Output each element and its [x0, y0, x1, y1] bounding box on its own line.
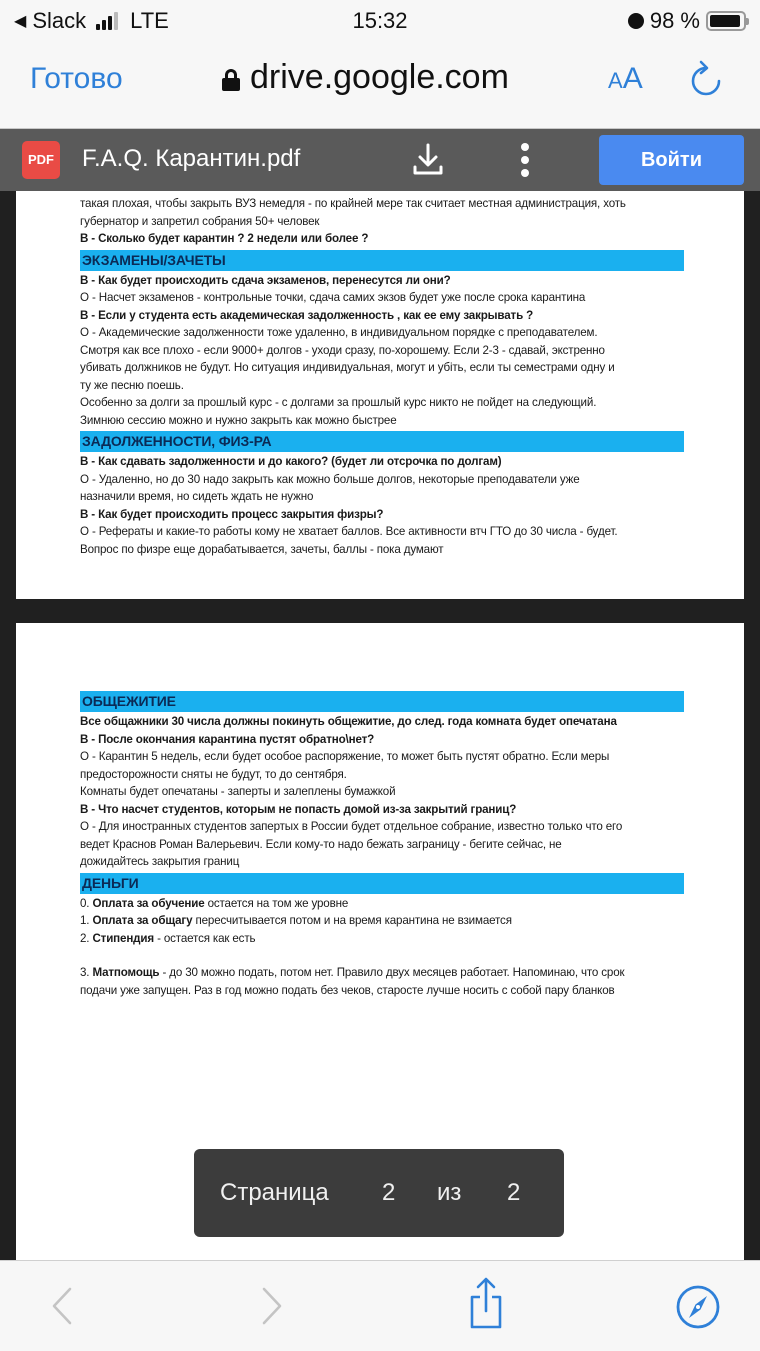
page-indicator-label: Страница — [220, 1179, 329, 1206]
doc-answer: О - Академические задолженности тоже удаленно, в индивидуальном порядке с преподавателем. — [80, 326, 598, 339]
doc-question: В - Если у студента есть академическая задолженность , как ее ему закрывать ? — [80, 308, 534, 322]
item-title: Оплата за обучение — [92, 896, 205, 910]
network-type: LTE — [130, 8, 169, 33]
more-options-button[interactable] — [516, 143, 534, 179]
doc-question: В - Что насчет студентов, которым не попасть домой из-за закрытий границ? — [80, 802, 517, 816]
doc-line: Особенно за долги за прошлый курс - с долгами за прошлый курс никто не пойдет на следующий. — [80, 396, 597, 409]
item-number: 3. — [80, 966, 90, 979]
drive-viewer-toolbar — [0, 129, 760, 191]
lock-icon — [222, 69, 240, 91]
chevron-right-icon — [250, 1283, 294, 1329]
page-current: 2 — [382, 1179, 396, 1206]
open-in-safari-button[interactable] — [674, 1283, 718, 1329]
url-text[interactable]: drive.google.com — [250, 58, 509, 96]
doc-question: В - После окончания карантина пустят обратно\нет? — [80, 732, 375, 746]
pdf-page-1 — [16, 129, 744, 599]
money-item — [80, 895, 684, 913]
text-size-small-a: A — [608, 68, 623, 93]
text-size-large-a: A — [622, 62, 643, 95]
doc-answer: О - Насчет экзаменов - контрольные точки, сдача самих экзов будет уже после срока карантина — [80, 291, 586, 304]
safari-nav-bar — [0, 50, 760, 110]
status-bar — [0, 0, 760, 42]
doc-question: В - Как сдавать задолженности и до какого? (будет ли отсрочка по долгам) — [80, 455, 502, 468]
doc-answer: О - Для иностранных студентов запертых в России будет отдельное собрание, известно только что его — [80, 820, 623, 833]
page-separator: из — [437, 1179, 462, 1206]
money-item — [80, 964, 684, 982]
item-number: 1. — [80, 914, 90, 927]
doc-line: ведет Краснов Роман Валерьевич. Если кому-то надо бежать заграницу - бегите сейчас, не — [80, 837, 562, 851]
doc-line: губернатор и запретил собрания 50+ человек — [80, 214, 320, 228]
doc-question: В - Как будет происходить процесс закрытия физры? — [80, 507, 384, 521]
pdf-file-icon: PDF — [22, 141, 60, 179]
item-number: 0. — [80, 896, 90, 910]
share-icon — [464, 1275, 508, 1331]
alarm-icon — [628, 13, 644, 29]
section-heading-exams: ЭКЗАМЕНЫ/ЗАЧЕТЫ — [80, 250, 684, 271]
doc-line: Смотря как все плохо - если 9000+ долгов - уходи сразу, по-хорошему. Если 2-3 - сдавай, экстренно — [80, 343, 605, 357]
item-title: Стипендия — [92, 931, 154, 945]
page-total: 2 — [507, 1179, 521, 1206]
section-heading-debts: ЗАДОЛЖЕННОСТИ, ФИЗ-РА — [80, 431, 684, 452]
chevron-left-icon — [40, 1283, 84, 1329]
file-name: F.A.Q. Карантин.pdf — [82, 145, 301, 172]
page-indicator — [194, 1149, 564, 1237]
page1-content — [80, 195, 684, 558]
more-vert-icon-dot — [521, 169, 529, 177]
download-icon — [410, 142, 446, 178]
reload-icon — [688, 60, 724, 100]
back-to-app-icon[interactable]: ◀ — [14, 13, 27, 30]
item-text: - остается как есть — [154, 931, 256, 945]
section-heading-dorm: ОБЩЕЖИТИЕ — [80, 691, 684, 712]
page2-content — [80, 689, 684, 999]
doc-line: Комнаты будет опечатаны - заперты и залеплены бумажкой — [80, 785, 396, 798]
share-button[interactable] — [464, 1275, 508, 1331]
doc-question: В - Как будет происходить сдача экзаменов, перенесутся ли они? — [80, 273, 451, 287]
doc-line: дожидайтесь закрытия границ — [80, 855, 240, 868]
status-time: 15:32 — [352, 8, 408, 33]
item-title: Оплата за общагу — [92, 914, 193, 927]
doc-answer: О - Удаленно, но до 30 надо закрыть как можно больше долгов, некоторые преподаватели уже — [80, 472, 580, 486]
address-bar[interactable] — [222, 58, 509, 97]
sign-in-button[interactable]: Войти — [599, 135, 744, 185]
item-title: Матпомощь — [92, 966, 160, 979]
item-number: 2. — [80, 931, 90, 945]
more-vert-icon-dot — [521, 143, 529, 151]
more-vert-icon-dot — [521, 156, 529, 164]
item-text: остается на том же уровне — [204, 896, 349, 910]
status-right — [628, 8, 746, 34]
safari-bottom-toolbar — [0, 1260, 760, 1351]
doc-line: предосторожности сняты не будут, то до сентября. — [80, 767, 347, 781]
forward-button[interactable] — [250, 1283, 294, 1329]
doc-question: В - Сколько будет карантин ? 2 недели или более ? — [80, 232, 369, 245]
browser-header — [0, 0, 760, 129]
item-text: - до 30 можно подать, потом нет. Правило двух месяцев работает. Напоминаю, что срок — [159, 966, 625, 979]
doc-line: подачи уже запущен. Раз в год можно подать без чеков, старосте лучше носить с собой пару бланков — [80, 983, 615, 997]
money-item — [80, 912, 684, 930]
item-text: пересчитывается потом и на время карантина не взимается — [192, 914, 512, 927]
doc-line: Вопрос по физре еще дорабатывается, зачеты, баллы - пока думают — [80, 542, 444, 556]
download-button[interactable] — [410, 142, 446, 178]
doc-answer: О - Карантин 5 недель, если будет особое распоряжение, то может быть пустят обратно. Если меры — [80, 750, 610, 763]
text-size-button[interactable] — [608, 62, 643, 96]
doc-line: убивать должников не будут. Но ситуация индивидуальная, могут и убіть, если ты семестрами одну и — [80, 361, 615, 374]
doc-line: назначили время, но сидеть ждать не нужно — [80, 490, 314, 503]
battery-icon — [706, 11, 746, 31]
doc-line: такая плохая, чтобы закрыть ВУЗ немедля - по крайней мере так считает местная администрация, хоть — [80, 197, 626, 210]
battery-percent: 98 % — [649, 8, 700, 33]
doc-answer: О - Рефераты и какие-то работы кому не хватает баллов. Все активности втч ГТО до 30 числа - будет. — [80, 525, 618, 538]
doc-line: ту же песню поешь. — [80, 378, 184, 392]
reload-button[interactable] — [688, 60, 724, 100]
back-app-label[interactable]: Slack — [32, 8, 87, 33]
back-button[interactable] — [40, 1283, 84, 1329]
doc-line: Зимнюю сессию можно и нужно закрыть как можно быстрее — [80, 413, 397, 427]
pdf-viewer[interactable] — [0, 129, 760, 1260]
compass-icon — [674, 1283, 722, 1331]
money-item — [80, 930, 684, 948]
doc-line: Все общажники 30 числа должны покинуть общежитие, до след. года комната будет опечатана — [80, 715, 617, 728]
done-button[interactable]: Готово — [30, 62, 123, 95]
section-heading-money: ДЕНЬГИ — [80, 873, 684, 894]
